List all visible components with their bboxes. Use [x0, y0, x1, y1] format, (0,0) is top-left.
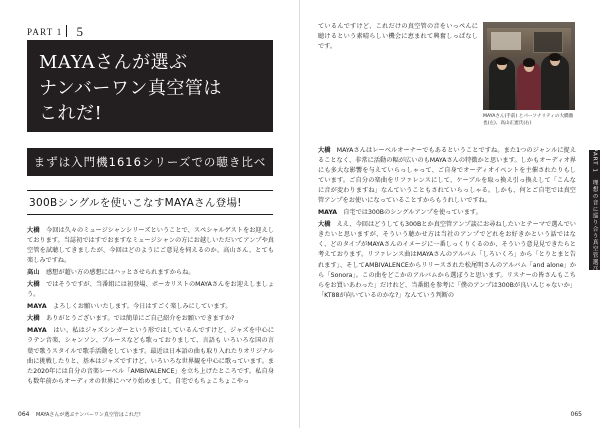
left-column-body: [27, 226, 274, 389]
qa-text: MAYAさんはレーベルオーナーでもあるということですね。また1つのジャンルに捉えることなく、非常に活動の幅が広いのもMAYAさんの特徴かと思います。しかもオーディオ界にも多大な影響を与えていらっしゃって、ご自身でオーディオイベントを主催されたりもしています。ご自分の楽曲をリファレンスにして、ケーブルを取っ換え引っ換えして「こんなに音が変わりますね」なんていうこともされていらっしゃる。しかも、何とご自宅では真空管アンプをお使いになっていることすからもうれしいですね。: [318, 147, 577, 205]
qa-paragraph: [27, 280, 274, 300]
section-band-heading: まずは入門機1616シリーズでの聴き比べ: [27, 148, 273, 176]
photo-caption: MAYAさん(手前) とパーソナリティの大橋徹也(左)、高山正憲氏(右): [483, 114, 574, 126]
page-title-line-3: これだ!: [39, 103, 103, 125]
photo-hair-center: [523, 58, 535, 67]
subheading-block: [27, 190, 273, 215]
top-paragraph: ているんですけど、これだけの真空管の音をいっぺんに聴けるという素晴らしい機会に恵まれて興奮しっぱなしです。: [318, 23, 478, 51]
qa-paragraph: [318, 220, 576, 300]
qa-text: ありがとうございます。では簡単にご自己紹介をお願いできますか?: [45, 315, 235, 323]
photo-hair-right: [549, 53, 561, 61]
speaker-name: 大橋: [27, 227, 40, 234]
speaker-name: 大橋: [27, 281, 40, 289]
qa-text: 感想が超い方の感想にはハッとさせられますからね。: [45, 269, 195, 277]
speaker-name: MAYA: [27, 303, 47, 311]
chapter-label-text: PART 1: [27, 27, 63, 37]
speaker-name: 高山: [27, 269, 40, 277]
qa-paragraph: [27, 226, 274, 266]
side-tab-label: PART 1 理想の音に巡り合う真空管選び: [591, 147, 598, 273]
speaker-name: 大橋: [318, 221, 331, 229]
speaker-name: 大橋: [318, 147, 331, 154]
right-column-body: [318, 146, 576, 303]
right-page: [300, 0, 600, 428]
section-side-tab: [589, 147, 600, 273]
photo-amplifier-right: [533, 31, 563, 53]
qa-paragraph: [27, 314, 274, 324]
page-title-line-1: MAYAさんが選ぶ: [39, 52, 188, 73]
page-title-line-2: ナンバーワン真空管は: [39, 77, 222, 99]
photo-hair-left: [496, 57, 508, 65]
article-title-block: [27, 40, 273, 132]
speaker-name: MAYA: [318, 209, 338, 217]
qa-paragraph: [27, 326, 274, 386]
chapter-label: [27, 24, 84, 40]
subheading-text: 300Bシングルを使いこなすMAYAさん登場!: [29, 197, 242, 209]
running-footer-title: MAYAさんが選ぶナンバーワン真空管はこれだ!: [36, 412, 141, 418]
speaker-name: MAYA: [27, 327, 47, 335]
page-number-right: 065: [570, 411, 582, 418]
photo-amplifier-left: [491, 32, 521, 50]
speaker-name: 大橋: [27, 315, 40, 323]
chapter-divider-rule: [66, 25, 67, 37]
qa-text: よろしくお願いいたします。今日はすごく楽しみにしています。: [53, 303, 232, 311]
page-number-left: 064: [18, 411, 30, 418]
studio-group-photo: [483, 22, 575, 110]
qa-text: 自宅では300Bのシングルアンプを使っています。: [343, 209, 482, 217]
qa-paragraph: [27, 302, 274, 312]
qa-paragraph: [318, 208, 576, 218]
qa-paragraph: [27, 268, 274, 278]
qa-text: 今回は久々のミュージシャンシリーズということで、スペシャルゲストをお迎えしております。当誌初ではすでおますなミュージシャンの方にお越しいただいてアンプや真空管を試聴してきましたが、今回はどのようにご意見を伺えるのか、高山さん、とても楽しみですね。: [27, 227, 275, 265]
qa-text: ではそうですが、当番組には初登場、ボーカリストのMAYAさんをお迎えしましょう。: [27, 281, 275, 299]
qa-paragraph: [318, 146, 576, 206]
subheading-rule-bottom: [27, 214, 273, 215]
qa-text: はい、私はジャズシンガーという形ではしているんですけど、ジャズを中心にラテン音楽、シャンソン、ブルースなども歌っておりまして、言語も いろいろな国の言葉で歌うスタイルで歌手活動をしています。最近は日本語の曲も取り入れたりオリジナル曲に挑戦したりと、基本はジャズですけど、いろいろな世界観を中心に歌っています。また2020年には自分の音楽レーベル「AMBIVALENCE」を立ち上げたところです。私自身も数年前からオーディオの世界にハマり始めまして、自宅でもちょこちょこやっ: [27, 327, 275, 385]
right-column-top-text: [318, 22, 478, 52]
chapter-number: 5: [76, 24, 85, 39]
qa-text: ええ、今回はどうしても300Bとか真空管アンプ談にお尋ねしたいとテーマで選んでいきたいと思いますが、そういう聴かせ方は当社のアンプでどれをお好きかという話ではなく、どのタイプがMAYAさんのイメージに一番しっくりくるのか、そういう意見見できたらと考えております。リファレンス曲はMAYAさんのアルバム「しろいくろ」から「とりとまと告れます」、そしてAMBIVALENCEからリリースされた松尾明さんのアルバム「and alone」から「Sonora」。この曲をどこかのアルバムから選ぼうと思います。リスナーの皆さんもこちらをお買いあわった」だけれど、当番組を参考に「僕のアンプは300Bが良いんじゃないか」「KT88が向いているのかな?」なんていう判断の: [318, 221, 576, 299]
